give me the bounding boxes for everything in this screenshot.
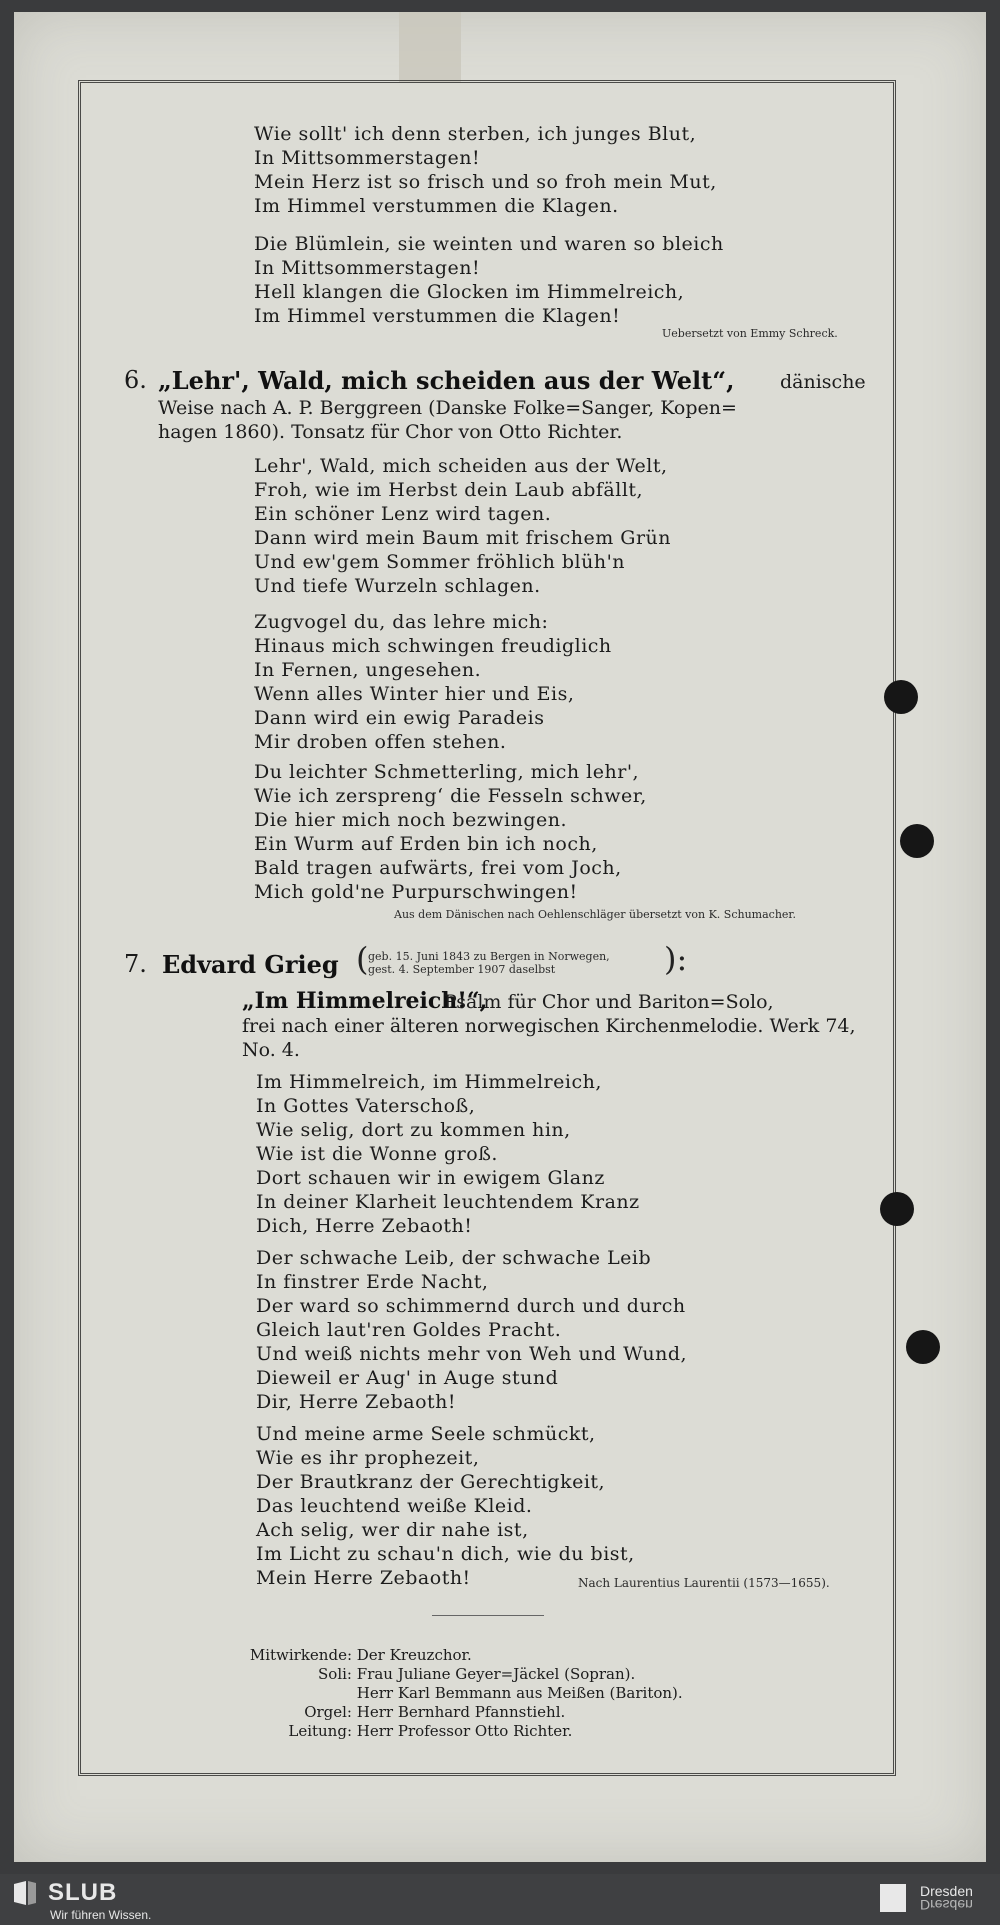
slub-logo-icon: [12, 1880, 38, 1906]
piece-description: hagen 1860). Tonsatz für Chor von Otto Richter.: [158, 421, 623, 443]
performer-row: [212, 1722, 572, 1741]
piece-description: frei nach einer älteren norwegischen Kirchenmelodie. Werk 74,: [242, 1015, 856, 1037]
verse-line: Ein Wurm auf Erden bin ich noch,: [254, 833, 598, 855]
dresden-logo-icon: [880, 1884, 906, 1912]
library-tagline: Wir führen Wissen.: [50, 1908, 152, 1922]
divider-line: [432, 1615, 544, 1616]
verse-line: Die hier mich noch bezwingen.: [254, 809, 568, 831]
verse-line: Bald tragen aufwärts, frei vom Joch,: [254, 857, 622, 879]
verse-line: Dort schauen wir in ewigem Glanz: [256, 1167, 605, 1189]
verse-line: Wie sollt' ich denn sterben, ich junges Blut,: [254, 123, 697, 145]
verse-line: Lehr', Wald, mich scheiden aus der Welt,: [254, 455, 668, 477]
composer-name: Edvard Grieg: [162, 950, 339, 979]
item-number: 7.: [124, 950, 147, 978]
verse-line: Wie ist die Wonne groß.: [256, 1143, 498, 1165]
verse-line: Im Himmelreich, im Himmelreich,: [256, 1071, 602, 1093]
stanza-top-2: [254, 232, 724, 328]
item-number: 6.: [124, 366, 147, 394]
stanza-6-2: [254, 610, 612, 754]
verse-line: Und weiß nichts mehr von Weh und Wund,: [256, 1343, 688, 1365]
verse-line: Im Licht zu schau'n dich, wie du bist,: [256, 1543, 635, 1565]
birth-date: geb. 15. Juni 1843 zu Bergen in Norwegen,: [368, 950, 610, 963]
cast-value: Der Kreuzchor.: [356, 1646, 472, 1664]
verse-line: Gleich laut'ren Goldes Pracht.: [256, 1319, 562, 1341]
punch-hole: [884, 680, 918, 714]
verse-line: Dir, Herre Zebaoth!: [256, 1391, 457, 1413]
verse-line: Im Himmel verstummen die Klagen.: [254, 195, 619, 217]
translator-credit: Aus dem Dänischen nach Oehlenschläger übersetzt von K. Schumacher.: [394, 908, 796, 921]
verse-line: Im Himmel verstummen die Klagen!: [254, 305, 621, 327]
verse-line: Und meine arme Seele schmückt,: [256, 1423, 596, 1445]
text-source-credit: Nach Laurentius Laurentii (1573—1655).: [578, 1576, 830, 1590]
verse-line: In finstrer Erde Nacht,: [256, 1271, 489, 1293]
verse-line: Dann wird ein ewig Paradeis: [254, 707, 545, 729]
piece-origin: dänische: [780, 371, 866, 393]
cast-value: Frau Juliane Geyer=Jäckel (Sopran).: [356, 1665, 636, 1683]
cast-value: Herr Karl Bemmann aus Meißen (Bariton).: [356, 1684, 683, 1702]
translator-credit: Uebersetzt von Emmy Schreck.: [662, 327, 838, 340]
piece-title: „Im Himmelreich!“,: [242, 988, 488, 1014]
cast-value: Herr Bernhard Pfannstiehl.: [356, 1703, 566, 1721]
stanza-7-2: [256, 1246, 687, 1414]
verse-line: Mich gold'ne Purpurschwingen!: [254, 881, 578, 903]
composer-dates: [368, 950, 610, 976]
cast-value: Herr Professor Otto Richter.: [356, 1722, 573, 1740]
verse-line: In Mittsommerstagen!: [254, 147, 481, 169]
verse-line: In Fernen, ungesehen.: [254, 659, 482, 681]
death-date: gest. 4. September 1907 daselbst: [368, 963, 556, 976]
stanza-7-1: [256, 1070, 640, 1238]
library-name: SLUB: [48, 1879, 118, 1906]
punch-hole: [880, 1192, 914, 1226]
verse-line: Wie ich zersprengʻ die Fesseln schwer,: [254, 785, 647, 807]
stanza-top-1: [254, 122, 717, 218]
close-paren: ):: [664, 940, 688, 978]
punch-hole: [906, 1330, 940, 1364]
verse-line: Mein Herz ist so frisch und so froh mein Mut,: [254, 171, 717, 193]
verse-line: Und tiefe Wurzeln schlagen.: [254, 575, 541, 597]
stanza-6-1: [254, 454, 671, 598]
city-name-line: Dresden: [920, 1897, 973, 1913]
performer-row: [212, 1703, 565, 1722]
stanza-6-3: [254, 760, 647, 904]
piece-description: Psalm für Chor und Bariton=Solo,: [444, 991, 774, 1013]
verse-line: In Gottes Vaterschoß,: [256, 1095, 476, 1117]
piece-title: „Lehr', Wald, mich scheiden aus der Welt“,: [158, 366, 735, 395]
verse-line: Hinaus mich schwingen freudiglich: [254, 635, 612, 657]
verse-line: Ach selig, wer dir nahe ist,: [256, 1519, 529, 1541]
verse-line: Und ew'gem Sommer fröhlich blüh'n: [254, 551, 626, 573]
tape-mark: [399, 12, 461, 82]
piece-description: Weise nach A. P. Berggreen (Danske Folke=Sanger, Kopen=: [158, 397, 737, 419]
verse-line: Dich, Herre Zebaoth!: [256, 1215, 473, 1237]
verse-line: In Mittsommerstagen!: [254, 257, 481, 279]
stanza-7-3: [256, 1422, 635, 1590]
verse-line: Hell klangen die Glocken im Himmelreich,: [254, 281, 685, 303]
cast-label: Orgel:: [304, 1703, 352, 1721]
verse-line: Dann wird mein Baum mit frischem Grün: [254, 527, 672, 549]
verse-line: Der Brautkranz der Gerechtigkeit,: [256, 1471, 606, 1493]
cast-label: Mitwirkende:: [249, 1646, 352, 1664]
verse-line: Wenn alles Winter hier und Eis,: [254, 683, 575, 705]
cast-label: Soli:: [318, 1665, 352, 1683]
verse-line: Mein Herre Zebaoth!: [256, 1567, 471, 1589]
performer-row: [212, 1684, 683, 1703]
verse-line: Der schwache Leib, der schwache Leib: [256, 1247, 652, 1269]
city-name: [920, 1884, 973, 1912]
verse-line: Wie es ihr prophezeit,: [256, 1447, 480, 1469]
verse-line: Die Blümlein, sie weinten und waren so bleich: [254, 233, 724, 255]
verse-line: In deiner Klarheit leuchtendem Kranz: [256, 1191, 640, 1213]
punch-hole: [900, 824, 934, 858]
verse-line: Zugvogel du, das lehre mich:: [254, 611, 549, 633]
verse-line: Du leichter Schmetterling, mich lehr',: [254, 761, 640, 783]
cast-label: Leitung:: [288, 1722, 352, 1740]
verse-line: Wie selig, dort zu kommen hin,: [256, 1119, 571, 1141]
verse-line: Ein schöner Lenz wird tagen.: [254, 503, 552, 525]
performer-row: [212, 1665, 635, 1684]
verse-line: Dieweil er Aug' in Auge stund: [256, 1367, 559, 1389]
verse-line: Mir droben offen stehen.: [254, 731, 507, 753]
verse-line: Froh, wie im Herbst dein Laub abfällt,: [254, 479, 644, 501]
performer-row: [212, 1646, 472, 1665]
verse-line: Das leuchtend weiße Kleid.: [256, 1495, 533, 1517]
piece-description: No. 4.: [242, 1039, 300, 1061]
library-footer: [0, 1874, 1000, 1925]
open-paren: (: [356, 940, 369, 978]
city-name-line: Dresden: [920, 1883, 973, 1899]
verse-line: Der ward so schimmernd durch und durch: [256, 1295, 686, 1317]
